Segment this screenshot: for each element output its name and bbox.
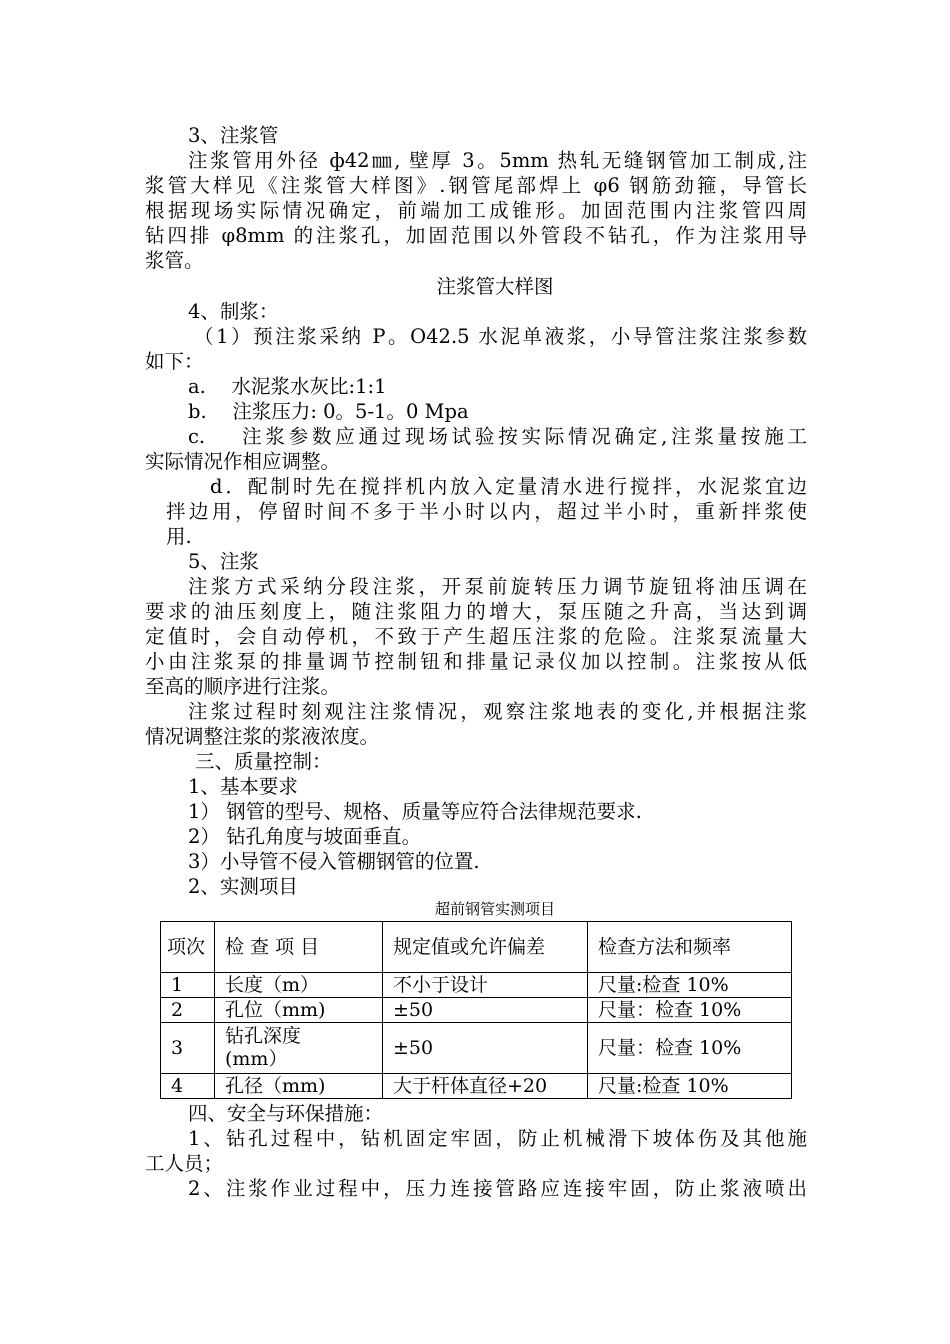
paragraph-line: 注浆过程时刻观注注浆情况，观察注浆地表的变化,并根据注浆 — [188, 700, 807, 723]
table-cell — [215, 1023, 383, 1074]
paragraph-line: （1）预注浆采纳 P。O42.5 水泥单液浆，小导管注浆注浆参数 — [194, 325, 807, 348]
table-cell: 4 — [161, 1074, 215, 1099]
list-item: 2） 钻孔角度与坡面垂直。 — [188, 825, 422, 848]
figure-title: 注浆管大样图 — [436, 275, 554, 298]
table-cell: 尺量：检查 10% — [588, 998, 792, 1023]
paragraph-line: 1、钻孔过程中，钻机固定牢固，防止机械滑下坡体伤及其他施 — [188, 1127, 807, 1150]
table-cell: 尺量:检查 10% — [588, 973, 792, 998]
paragraph-line: 工人员； — [145, 1152, 224, 1175]
paragraph-line: 注浆管用外径 ф42㎜, 壁厚 3。5mm 热轧无缝钢管加工制成,注 — [188, 149, 807, 172]
table-cell: 孔径（mm) — [215, 1074, 383, 1099]
table-row — [161, 973, 792, 998]
inspection-table — [160, 921, 792, 1099]
paragraph-line: 实际情况作相应调整。 — [145, 450, 341, 473]
table-cell: ±50 — [383, 998, 588, 1023]
table-row — [161, 1023, 792, 1074]
section-heading: 1、基本要求 — [188, 775, 298, 798]
table-cell: 3 — [161, 1023, 215, 1074]
paragraph-line: 浆管大样见《注浆管大样图》.钢管尾部焊上 φ6 钢筋劲箍，导管长 — [145, 174, 807, 197]
table-cell: 大于杆体直径+20 — [383, 1074, 588, 1099]
list-item: b. 注浆压力: 0。5-1。0 Mpa — [188, 400, 469, 423]
section-heading: 2、实测项目 — [188, 875, 298, 898]
table-row — [161, 998, 792, 1023]
paragraph-line: 注浆方式采纳分段注浆，开泵前旋转压力调节旋钮将油压调在 — [188, 575, 807, 598]
paragraph-line: 浆管。 — [145, 249, 204, 272]
paragraph-line: 钻四排 φ8mm 的注浆孔，加固范围以外管段不钻孔，作为注浆用导 — [145, 224, 807, 247]
list-item: 3）小导管不侵入管棚钢管的位置. — [188, 850, 480, 873]
table-cell: 尺量：检查 10% — [588, 1023, 792, 1074]
table-header-cell: 检查方法和频率 — [588, 922, 792, 973]
list-item: d．配制时先在搅拌机内放入定量清水进行搅拌，水泥浆宜边 — [210, 475, 807, 498]
paragraph-line: 小由注浆泵的排量调节控制钮和排量记录仪加以控制。注浆按从低 — [145, 650, 807, 673]
table-header-cell: 检 查 项 目 — [215, 922, 383, 973]
table-cell: 尺量:检查 10% — [588, 1074, 792, 1099]
table-cell: 1 — [161, 973, 215, 998]
paragraph-line: 要求的油压刻度上，随注浆阻力的增大，泵压随之升高，当达到调 — [145, 600, 807, 623]
table-cell: 不小于设计 — [383, 973, 588, 998]
paragraph-line: 情况调整注浆的浆液浓度。 — [145, 725, 380, 748]
paragraph-line: 拌边用，停留时间不多于半小时以内，超过半小时，重新拌浆使 — [166, 500, 807, 523]
table-cell: 2 — [161, 998, 215, 1023]
table-cell-line: (mm） — [225, 1048, 288, 1070]
section-heading: 三、质量控制： — [195, 750, 332, 773]
section-heading: 四、安全与环保措施： — [188, 1102, 384, 1125]
table-header-cell: 规定值或允许偏差 — [383, 922, 588, 973]
paragraph-line: 用. — [166, 525, 192, 548]
table-row — [161, 1074, 792, 1099]
list-item: a. 水泥浆水灰比:1:1 — [188, 375, 387, 398]
paragraph-line: 2、注浆作业过程中，压力连接管路应连接牢固，防止浆液喷出 — [188, 1177, 807, 1200]
table-cell: 长度（m） — [215, 973, 383, 998]
section-heading: 3、注浆管 — [188, 124, 279, 147]
table-caption: 超前钢管实测项目 — [434, 900, 555, 918]
list-item: c. 注浆参数应通过现场试验按实际情况确定,注浆量按施工 — [188, 425, 807, 448]
table-header-cell: 项次 — [161, 922, 215, 973]
table-cell: ±50 — [383, 1023, 588, 1074]
table-header-row — [161, 922, 792, 973]
paragraph-line: 定值时，会自动停机，不致于产生超压注浆的危险。注浆泵流量大 — [145, 625, 807, 648]
paragraph-line: 如下： — [145, 350, 204, 373]
section-heading: 5、注浆 — [188, 550, 259, 573]
paragraph-line: 根据现场实际情况确定，前端加工成锥形。加固范围内注浆管四周 — [145, 199, 807, 222]
paragraph-line: 至高的顺序进行注浆。 — [145, 675, 341, 698]
section-heading: 4、制浆： — [188, 300, 279, 323]
table-cell-line: 钻孔深度 — [225, 1025, 302, 1047]
table-cell: 孔位（mm) — [215, 998, 383, 1023]
list-item: 1） 钢管的型号、规格、质量等应符合法律规范要求. — [188, 800, 642, 823]
